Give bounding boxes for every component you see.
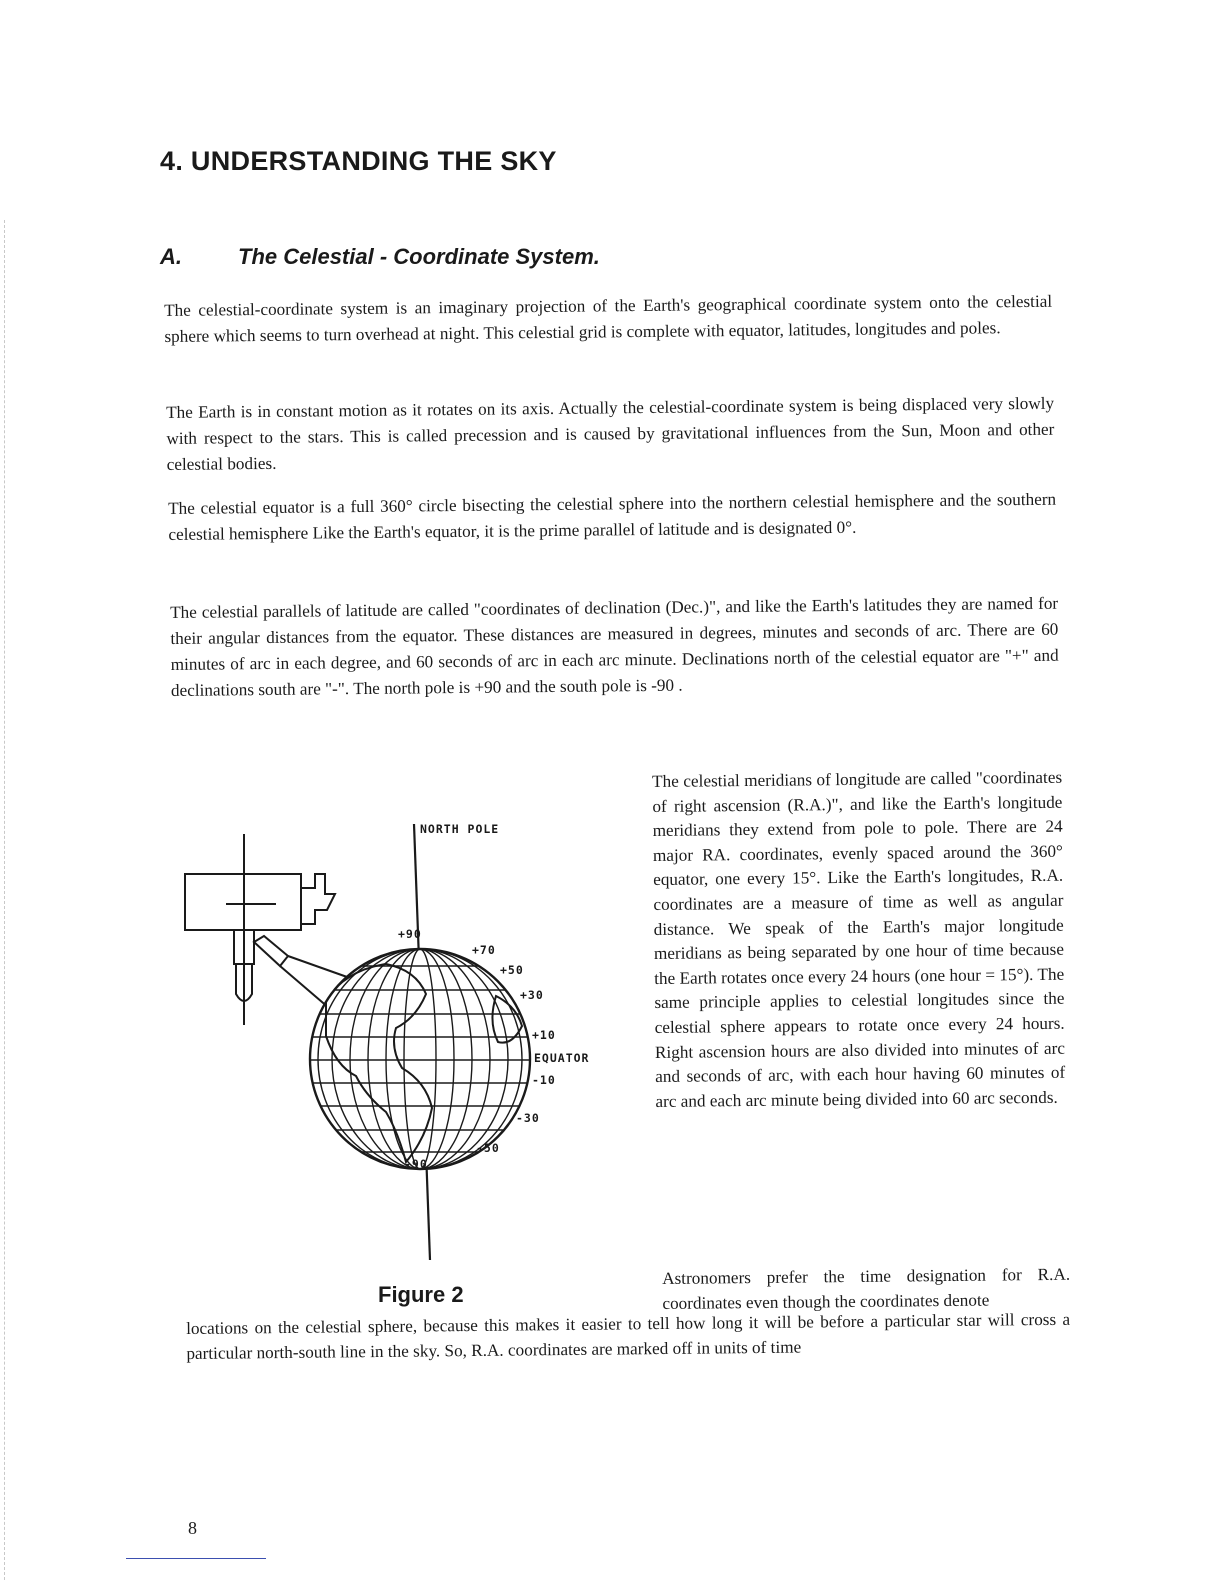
paragraph-3: The celestial equator is a full 360° circle bisecting the celestial sphere into the northern celestial hemisphere and the southern celestial hemisphere Like the Earth's equator, it is the prime parallel of latitude and is designated 0°. [168, 489, 1057, 544]
paragraph-1: The celestial-coordinate system is an imaginary projection of the Earth's geographical coordinate system onto the celestial sphere which seems to turn overhead at night. This celestial grid is complete with equator, latitudes, longitudes and poles. [164, 291, 1053, 346]
celestial-sphere-drawing [176, 800, 636, 1270]
dec-plus-70-label: +70 [472, 943, 496, 957]
footer-rule [126, 1558, 266, 1559]
paragraph-6-start: Astronomers prefer the time designation for R.A. coordinates even though the coordinates denote [662, 1264, 1071, 1313]
figure-caption: Figure 2 [378, 1282, 464, 1307]
dec-plus-90-label: +90 [398, 927, 422, 941]
dec-plus-50-label: +50 [500, 963, 524, 977]
dec-minus-50-label: -50 [476, 1141, 500, 1155]
paragraph-2: The Earth is in constant motion as it rotates on its axis. Actually the celestial-coordinate system is being displaced very slowly with respect to the stars. This is called precession and is caused by gravitational influences from the Sun, Moon and other celestial bodies. [166, 393, 1055, 474]
paragraph-6-continued: locations on the celestial sphere, because this makes it easier to tell how long it will be before a particular star will cross a particular north-south line in the sky. So, R.A. coordinates are marked off in units of time [186, 1309, 1071, 1363]
dec-minus-30-label: -30 [516, 1111, 540, 1125]
figure-2-diagram [176, 800, 636, 1270]
dec-plus-10-label: +10 [532, 1028, 556, 1042]
dec-minus-10-label: -10 [532, 1073, 556, 1087]
equator-label: EQUATOR [534, 1051, 590, 1065]
section-letter: A. [160, 244, 182, 269]
paragraph-5: The celestial meridians of longitude are called "coordinates of right ascension (R.A.)", and like the Earth's longitude meridians they extend from pole to pole. There are 24 major RA. coordinates, evenly spaced around the 360° equator, one every 15°. Like the Earth's longitudes, R.A. coordinates are a measure of time as well as angular distance. We speak of the Earth's major longitude meridians as being separated by one hour of time because the Earth rotates once every 24 hours (one hour = 15°). The same principle applies to celestial longitudes since the celestial sphere appears to rotate once every 24 hours. Right ascension hours are also divided into minutes of arc and seconds of arc, with each hour having 60 minutes of arc and each arc minute being divided into 60 arc seconds. [652, 767, 1066, 1111]
globe-icon [296, 949, 546, 1169]
dec-plus-30-label: +30 [520, 988, 544, 1002]
section-title: The Celestial - Coordinate System. [238, 244, 600, 269]
dec-minus-90-label: -90 [404, 1157, 428, 1171]
page-number: 8 [188, 1518, 197, 1538]
north-pole-label: NORTH POLE [420, 822, 500, 836]
section-heading [160, 244, 600, 270]
chapter-heading: 4. UNDERSTANDING THE SKY [160, 146, 557, 176]
scan-edge-artifact [4, 220, 6, 1580]
paragraph-4: The celestial parallels of latitude are called "coordinates of declination (Dec.)", and like the Earth's latitudes they are named for their angular distances from the equator. These distances are measured in degrees, minutes and seconds of arc. There are 60 minutes of arc in each degree, and 60 seconds of arc in each arc minute. Declinations north of the celestial equator are "+" and declinations south are "-". The north pole is +90 and the south pole is -90 . [170, 593, 1059, 700]
